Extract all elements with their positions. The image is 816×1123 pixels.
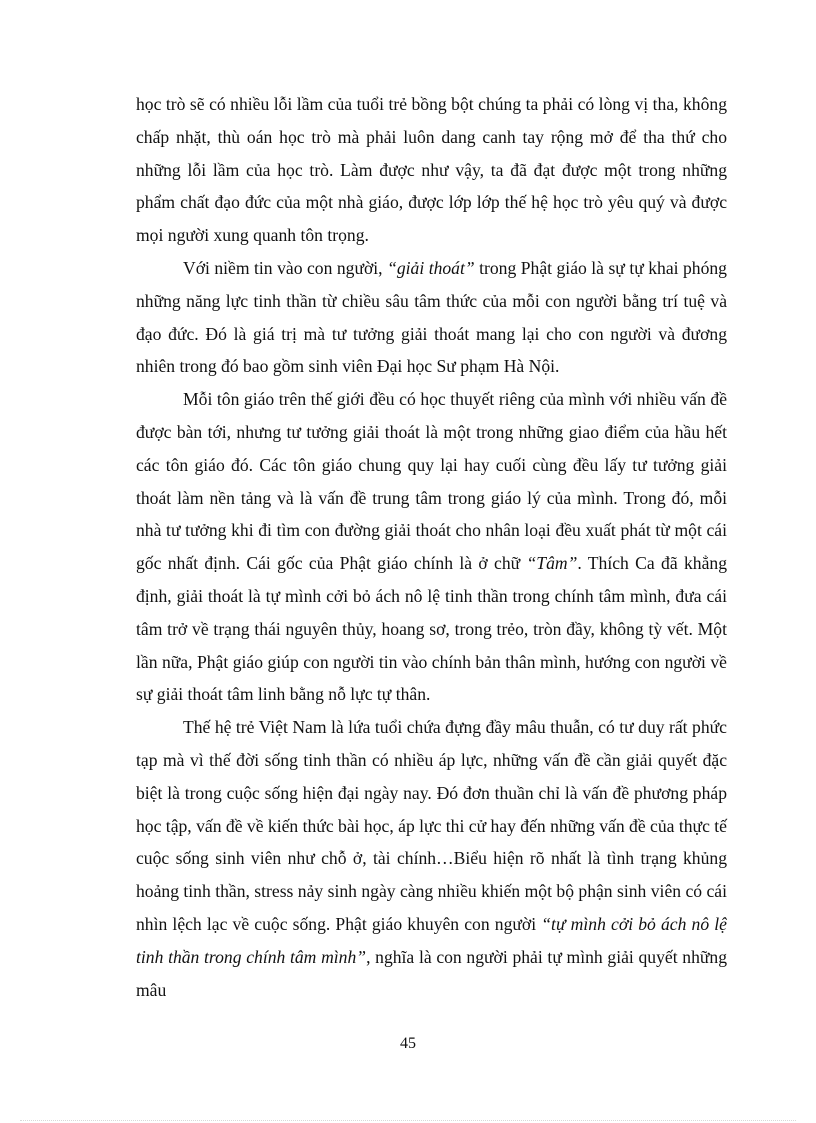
text-run: . Thích Ca đã khẳng định, giải thoát là tự mình cởi bỏ ách nô lệ tinh thần trong chính tâm mình, đưa cái tâm trở về trạng thái nguyên thủy, hoang sơ, trong trẻo, tròn đầy, không tỳ vết. Một lần nữa, Phật giáo giúp con người tin vào chính bản thân mình, hướng con người về sự giải thoát tâm linh bằng nỗ lực tự thân. bbox=[136, 553, 728, 705]
quoted-term: “tự mình cởi bỏ ách nô lệ tinh thần trong chính tâm mình” bbox=[136, 913, 727, 967]
document-body bbox=[136, 88, 727, 1006]
paragraph bbox=[136, 711, 727, 1006]
text-run: học trò sẽ có nhiều lỗi lầm của tuổi trẻ bồng bột chúng ta phải có lòng vị tha, không chấp nhặt, thù oán học trò mà phải luôn dang canh tay rộng mở để tha thứ cho những lỗi lầm của học trò. Làm được như vậy, ta đã đạt được một trong những phẩm chất đạo đức của một nhà giáo, được lớp lớp thế hệ học trò yêu quý và được mọi người xung quanh tôn trọng. bbox=[136, 94, 727, 246]
quoted-term: “Tâm” bbox=[526, 553, 578, 574]
text-run: , nghĩa là con người phải tự mình giải quyết những mâu bbox=[136, 946, 727, 1000]
paragraph bbox=[136, 252, 727, 383]
text-run: trong Phật giáo là sự tự khai phóng những năng lực tinh thần từ chiều sâu tâm thức của mỗi con người bằng trí tuệ và đạo đức. Đó là giá trị mà tư tưởng giải thoát mang lại cho con người và đương nhiên trong đó bao gồm sinh viên Đại học Sư phạm Hà Nội. bbox=[136, 257, 727, 377]
page-number: 45 bbox=[400, 1035, 416, 1052]
text-run: Mỗi tôn giáo trên thế giới đều có học thuyết riêng của mình với nhiều vấn đề được bàn tới, nhưng tư tưởng giải thoát là một trong những giao điểm của hầu hết các tôn giáo đó. Các tôn giáo chung quy lại hay cuối cùng đều lấy tư tưởng giải thoát làm nền tảng và là vấn đề trung tâm trong giáo lý của mình. Trong đó, mỗi nhà tư tưởng khi đi tìm con đường giải thoát cho nhân loại đều xuất phát từ một cái gốc nhất định. Cái gốc của Phật giáo chính là ở chữ bbox=[136, 389, 727, 574]
page-bottom-divider bbox=[20, 1120, 796, 1121]
paragraph bbox=[136, 383, 727, 711]
text-run: Với niềm tin vào con người, bbox=[183, 257, 388, 278]
text-run: Thế hệ trẻ Việt Nam là lứa tuổi chứa đựng đầy mâu thuẫn, có tư duy rất phức tạp mà vì thế đời sống tinh thần có nhiều áp lực, những vấn đề cần giải quyết đặc biệt là trong cuộc sống hiện đại ngày nay. Đó đơn thuần chỉ là vấn đề phương pháp học tập, vấn đề về kiến thức bài học, áp lực thi cử hay đến những vấn đề của thực tế cuộc sống sinh viên như chỗ ở, tài chính…Biểu hiện rõ nhất là tình trạng khủng hoảng tinh thần, stress nảy sinh ngày càng nhiều khiến một bộ phận sinh viên có cái nhìn lệch lạc về cuộc sống. Phật giáo khuyên con người bbox=[136, 717, 727, 934]
paragraph bbox=[136, 88, 727, 252]
quoted-term: “giải thoát” bbox=[387, 257, 475, 278]
